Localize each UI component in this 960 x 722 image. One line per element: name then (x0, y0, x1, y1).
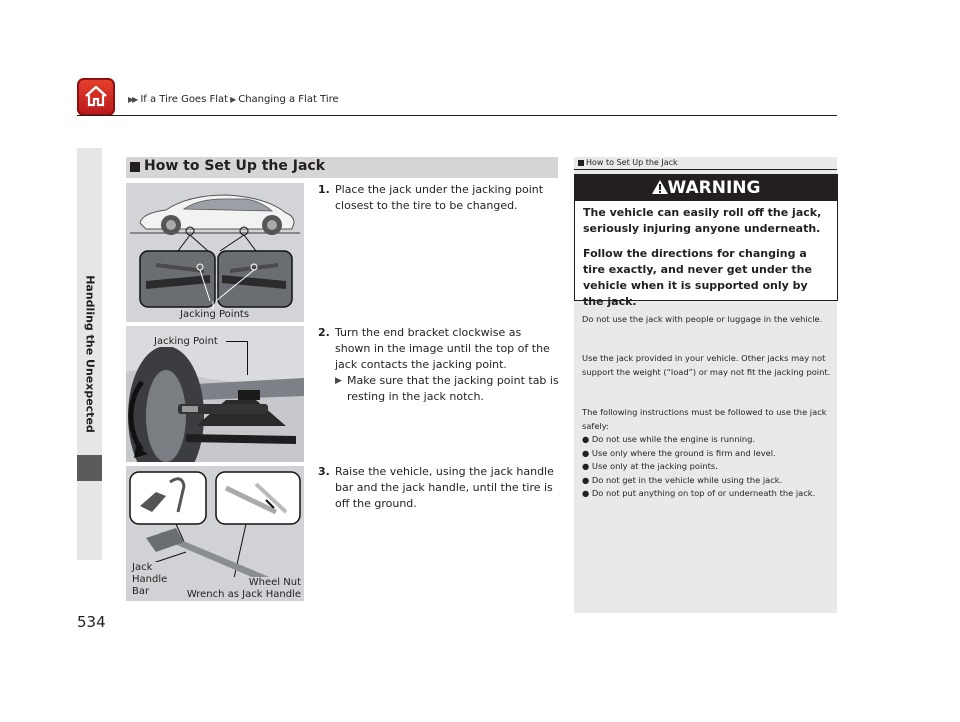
home-icon (83, 83, 109, 109)
note-bullet-text: Use only where the ground is firm and level. (591, 447, 776, 458)
step-number: 2. (318, 326, 330, 339)
breadcrumb (128, 94, 339, 105)
note-bullet: ● Do not get in the vehicle while using the jack. (582, 474, 783, 485)
warning-text-2: Follow the directions for changing a tire exactly, and never get under the vehicle when it is supported only by the jack. (583, 247, 812, 308)
note-bullet: ● Use only at the jacking points. (582, 461, 718, 471)
section-square-icon (130, 162, 140, 172)
step-text: Raise the vehicle, using the jack handle bar and the jack handle, until the tire is off the ground. (335, 465, 554, 510)
jacking-point-label: Jacking Point (154, 336, 218, 347)
side-tab-marker (77, 455, 102, 481)
warning-header (575, 175, 837, 201)
note-bullet-text: Use only at the jacking points. (591, 461, 718, 471)
step-text: Place the jack under the jacking point closest to the tire to be changed. (335, 183, 544, 212)
jack-handle-bar-label (131, 562, 168, 598)
note-bullet-text: Do not put anything on top of or underneath the jack. (591, 488, 816, 498)
section-header (126, 157, 558, 178)
note-bullet-list (582, 433, 832, 501)
wheel-nut-wrench-label-line: Wrench as Jack Handle (186, 589, 301, 600)
note-paragraph: The following instructions must be followed to use the jack safely: (582, 407, 827, 431)
warning-text-1: The vehicle can easily roll off the jack, seriously injuring anyone underneath. (583, 206, 822, 235)
note-bullet-text: Do not get in the vehicle while using the jack. (591, 474, 783, 485)
home-button[interactable] (77, 78, 115, 116)
step-text: Turn the end bracket clockwise as shown in the image until the top of the jack contacts the jacking point. (335, 326, 550, 371)
breadcrumb-arrow-icon: ▶ (230, 95, 237, 104)
side-tab-label: Handling the Unexpected (83, 275, 96, 433)
jack-handle-bar-label-line: Bar (132, 586, 150, 597)
jacking-points-illustration (126, 183, 304, 322)
header-divider (77, 115, 837, 116)
section-title: How to Set Up the Jack (144, 158, 326, 174)
note-bullet: ● Use only where the ground is firm and level. (582, 447, 776, 458)
warning-triangle-icon (652, 180, 668, 194)
jack-placement-illustration (126, 326, 304, 462)
step-1 (318, 182, 560, 214)
side-tab-label-wrap (77, 148, 102, 560)
breadcrumb-item[interactable]: Changing a Flat Tire (238, 94, 339, 105)
note-title-text: How to Set Up the Jack (586, 158, 678, 167)
step-subnote-text: Make sure that the jacking point tab is resting in the jack notch. (347, 374, 559, 403)
jacking-point-leader-line (247, 341, 248, 375)
jack-handle-illustration (126, 466, 304, 601)
note-bullet: ● Do not put anything on top of or underneath the jack. (582, 488, 816, 498)
note-ref-icon (578, 160, 584, 166)
note-divider (574, 169, 837, 170)
note-bullet-text: Do not use while the engine is running. (591, 434, 756, 444)
note-paragraph: Use the jack provided in your vehicle. Other jacks may not support the weight (“load”) or may not fit the jacking point. (582, 353, 831, 377)
wheel-nut-wrench-label-line: Wheel Nut (248, 577, 301, 588)
note-paragraph: Do not use the jack with people or luggage in the vehicle. (582, 314, 823, 324)
step-3 (318, 464, 560, 512)
note-bullet: ● Do not use while the engine is running. (582, 434, 756, 444)
warning-label: WARNING (667, 178, 761, 198)
jack-handle-bar-label-line: Jack (132, 562, 153, 573)
arrow-right-icon: ▶ (335, 376, 342, 386)
jacking-points-label: Jacking Points (180, 309, 250, 320)
step-2 (318, 325, 560, 405)
jacking-point-leader-line (226, 341, 248, 342)
breadcrumb-arrow-icon: ▶▶ (128, 95, 137, 104)
page-number: 534 (77, 613, 106, 631)
breadcrumb-item[interactable]: If a Tire Goes Flat (140, 94, 229, 105)
wheel-nut-wrench-label (186, 577, 302, 601)
step-subnote (318, 373, 560, 405)
step-number: 1. (318, 183, 330, 196)
step-number: 3. (318, 465, 330, 478)
jack-handle-bar-label-line: Handle (132, 574, 168, 585)
note-title (578, 158, 678, 167)
